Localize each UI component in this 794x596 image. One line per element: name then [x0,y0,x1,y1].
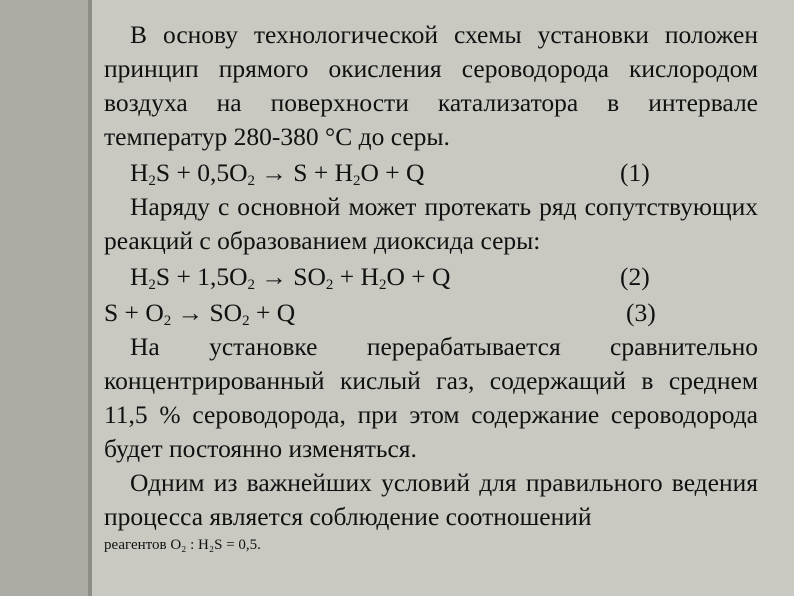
paragraph-2: Наряду с основной может протекать ряд сопутствующих реакций с образованием диоксида серы: [104,192,758,255]
left-margin-rule [88,0,92,596]
paragraph-1: В основу технологической схемы установки положен принцип прямого окисления сероводорода кислородом воздуха на поверхности катализатора в интервале температур 280-380 °С до серы. [104,20,758,151]
equation-2 [104,260,758,294]
left-margin-bar [0,0,88,596]
equation-2-number: (2) [620,262,650,291]
equation-1-number: (1) [620,158,650,187]
paragraph-4: Одним из важнейших условий для правильного ведения процесса является соблюдение соотношений [104,468,758,531]
equation-3 [104,296,758,330]
equation-3-number: (3) [626,298,656,327]
paragraph-3: На установке перерабатывается сравнительно концентрированный кислый газ, содержащий в среднем 11,5 % сероводорода, при этом содержание сероводорода будет постоянно изменяться. [104,332,758,463]
equation-1-formula: $H_2S + 0,5O_2 \to S + H_2O + Q$ [130,158,425,189]
reagent-ratio-line: реагентов O₂ : H₂S = 0,5. [104,537,261,553]
document-body [104,18,758,554]
equation-1 [104,156,758,190]
equation-2-formula: $H_2S + 1,5O_2 \to SO_2 + H_2O + Q$ [130,262,451,293]
equation-3-formula: $S + O_2 \to SO_2 + Q$ [104,298,296,329]
